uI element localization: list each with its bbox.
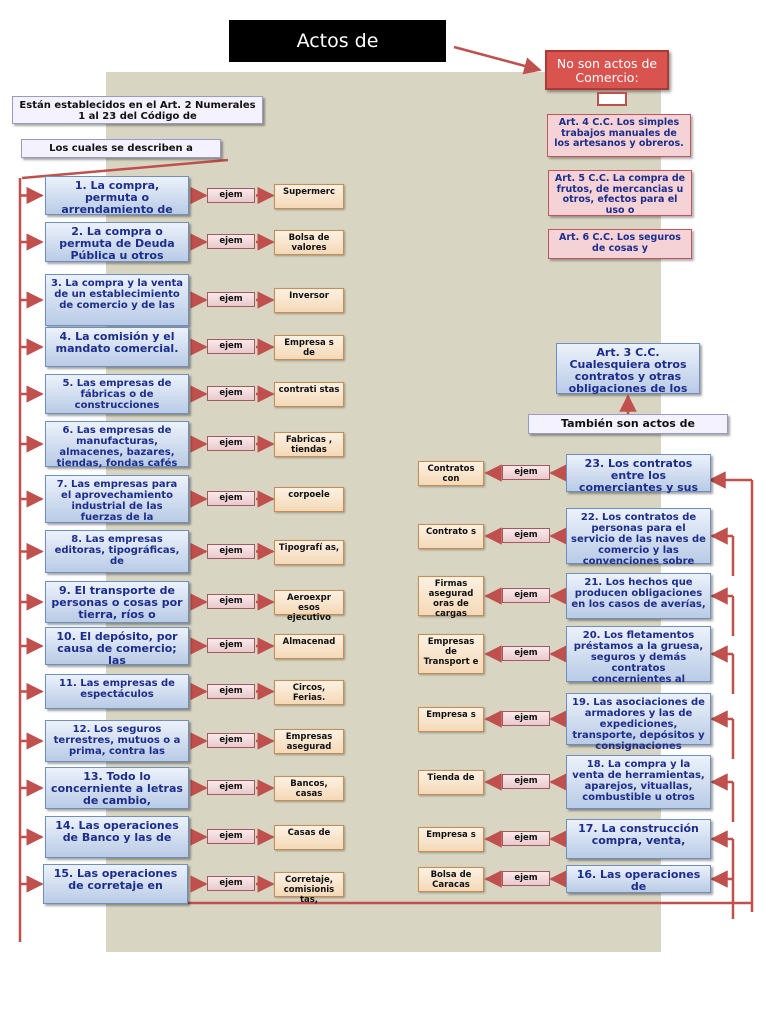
right-ejem-label-18: ejem <box>502 774 550 789</box>
left-ejem-label-5: ejem <box>207 386 255 401</box>
left-ejem-label-6: ejem <box>207 436 255 451</box>
left-item-3: 3. La compra y la venta de un establecimiento de comercio y de las <box>45 274 189 326</box>
described-label: Los cuales se describen a <box>21 139 221 158</box>
right-ejem-label-23: ejem <box>502 465 550 480</box>
left-ejem-label-13: ejem <box>207 780 255 795</box>
right-example-21: Firmas asegurad oras de cargas <box>418 576 484 616</box>
left-example-15: Corretaje, comisionis tas, <box>274 872 344 897</box>
not-commerce-art6: Art. 6 C.C. Los seguros de cosas y <box>548 229 692 259</box>
left-ejem-label-4: ejem <box>207 339 255 354</box>
left-item-12: 12. Los seguros terrestres, mutuos o a prima, contra las <box>45 720 189 762</box>
left-example-7: corpoele <box>274 487 344 512</box>
right-item-17: 17. La construcción compra, venta, <box>566 819 711 859</box>
left-ejem-label-1: ejem <box>207 188 255 203</box>
right-ejem-label-19: ejem <box>502 711 550 726</box>
right-item-19: 19. Las asociaciones de armadores y las de expediciones, transporte, depósitos y consignaciones <box>566 693 711 745</box>
right-ejem-label-20: ejem <box>502 646 550 661</box>
left-item-13: 13. Todo lo concerniente a letras de cambio, <box>45 767 189 809</box>
right-ejem-label-17: ejem <box>502 831 550 846</box>
left-example-5: contrati stas <box>274 382 344 407</box>
established-note: Están establecidos en el Art. 2 Numerales 1 al 23 del Código de <box>12 96 263 124</box>
left-item-2: 2. La compra o permuta de Deuda Pública u otros <box>45 222 189 262</box>
left-ejem-label-15: ejem <box>207 876 255 891</box>
left-example-11: Circos, Ferias. <box>274 680 344 705</box>
left-example-10: Almacenad <box>274 634 344 659</box>
left-item-1: 1. La compra, permuta o arrendamiento de <box>45 176 189 215</box>
art3-box: Art. 3 C.C. Cualesquiera otros contratos y otras obligaciones de los <box>556 343 700 394</box>
left-example-12: Empresas asegurad <box>274 729 344 754</box>
title-box: Actos de <box>229 20 446 62</box>
right-item-21: 21. Los hechos que producen obligaciones en los casos de averías, <box>566 573 711 619</box>
right-item-23: 23. Los contratos entre los comerciantes y sus <box>566 454 711 492</box>
right-example-18: Tienda de <box>418 770 484 795</box>
left-ejem-label-3: ejem <box>207 292 255 307</box>
left-example-13: Bancos, casas <box>274 776 344 801</box>
left-item-11: 11. Las empresas de espectáculos <box>45 674 189 709</box>
right-ejem-label-21: ejem <box>502 588 550 603</box>
right-item-18: 18. La compra y la venta de herramientas, aparejos, vituallas, combustible u otros <box>566 755 711 809</box>
left-item-15: 15. Las operaciones de corretaje en <box>43 864 188 904</box>
right-item-20: 20. Los fletamentos préstamos a la gruesa, seguros y demás contratos concernientes al <box>566 626 711 682</box>
left-example-2: Bolsa de valores <box>274 230 344 255</box>
not-commerce-art4: Art. 4 C.C. Los simples trabajos manuales de los artesanos y obreros. <box>547 114 691 157</box>
left-ejem-label-8: ejem <box>207 544 255 559</box>
left-item-6: 6. Las empresas de manufacturas, almacenes, bazares, tiendas, fondas cafés <box>45 421 189 467</box>
left-example-3: Inversor <box>274 288 344 313</box>
not-commerce-marker <box>597 92 627 106</box>
right-ejem-label-16: ejem <box>502 871 550 886</box>
right-example-16: Bolsa de Caracas <box>418 867 484 892</box>
left-example-14: Casas de <box>274 825 344 850</box>
right-example-19: Empresa s <box>418 707 484 732</box>
left-ejem-label-9: ejem <box>207 594 255 609</box>
left-item-5: 5. Las empresas de fábricas o de construcciones <box>45 374 189 414</box>
left-item-4: 4. La comisión y el mandato comercial. <box>45 327 189 367</box>
left-ejem-label-7: ejem <box>207 491 255 506</box>
left-example-6: Fabricas , tiendas <box>274 432 344 457</box>
left-example-4: Empresa s de <box>274 335 344 360</box>
left-ejem-label-12: ejem <box>207 733 255 748</box>
left-item-10: 10. El depósito, por causa de comercio; las <box>45 627 189 665</box>
right-example-20: Empresas de Transport e <box>418 634 484 674</box>
left-example-1: Supermerc <box>274 184 344 209</box>
left-example-8: Tipografí as, <box>274 540 344 565</box>
right-example-23: Contratos con <box>418 461 484 486</box>
also-commerce-label: También son actos de <box>528 414 728 434</box>
left-example-9: Aeroexpr esos ejecutivo <box>274 590 344 615</box>
right-item-16: 16. Las operaciones de <box>566 865 711 893</box>
left-ejem-label-2: ejem <box>207 234 255 249</box>
left-item-8: 8. Las empresas editoras, tipográficas, de <box>45 530 189 573</box>
left-ejem-label-14: ejem <box>207 829 255 844</box>
left-ejem-label-11: ejem <box>207 684 255 699</box>
left-ejem-label-10: ejem <box>207 638 255 653</box>
left-item-9: 9. El transporte de personas o cosas por tierra, ríos o <box>45 581 189 623</box>
right-ejem-label-22: ejem <box>502 528 550 543</box>
left-item-14: 14. Las operaciones de Banco y las de <box>45 816 189 858</box>
left-item-7: 7. Las empresas para el aprovechamiento industrial de las fuerzas de la <box>45 475 189 523</box>
right-example-22: Contrato s <box>418 524 484 549</box>
right-item-22: 22. Los contratos de personas para el servicio de las naves de comercio y las convenciones sobre <box>566 508 711 564</box>
not-commerce-art5: Art. 5 C.C. La compra de frutos, de mercancias u otros, efectos para el uso o <box>548 170 692 216</box>
not-commerce-heading: No son actos de Comercio: <box>545 50 669 90</box>
right-example-17: Empresa s <box>418 827 484 852</box>
